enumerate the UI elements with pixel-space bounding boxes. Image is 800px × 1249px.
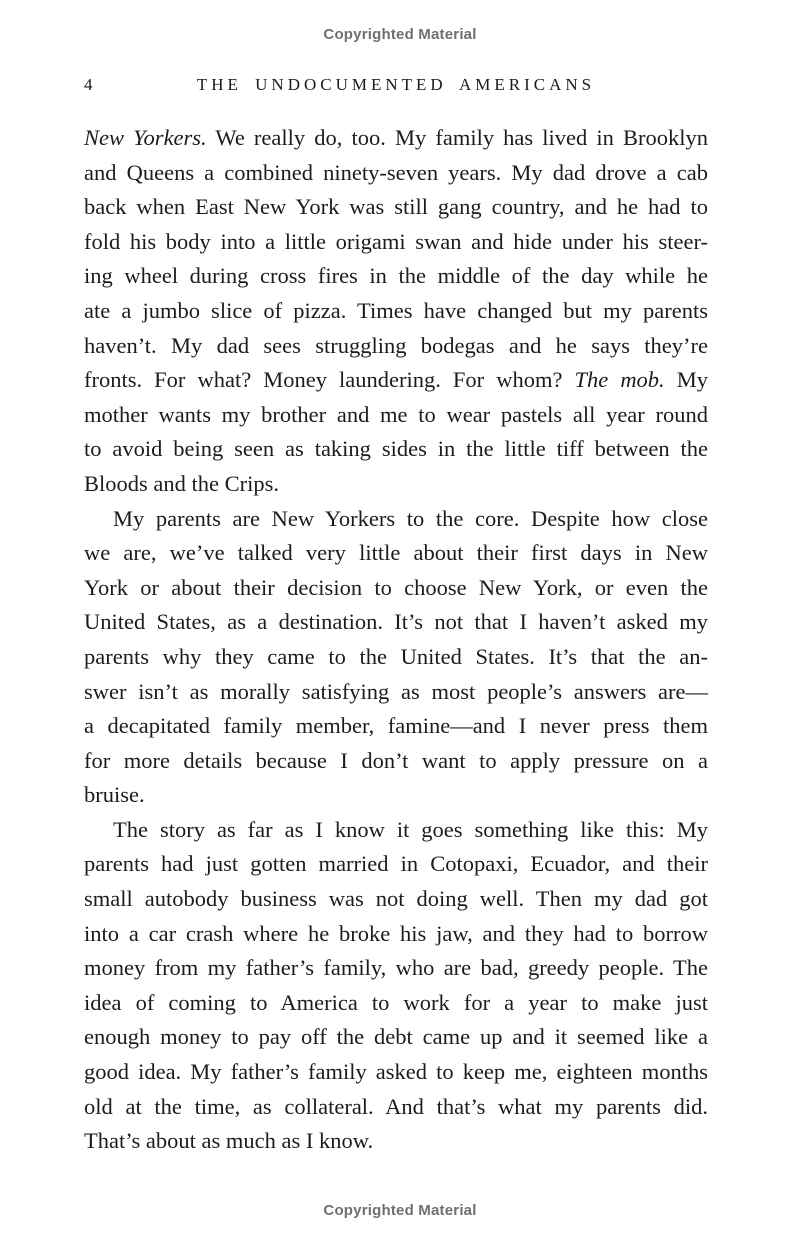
italic-text: The mob.: [574, 367, 665, 393]
italic-text: New Yorkers.: [84, 125, 207, 150]
text-line: [84, 744, 708, 779]
body-text-segment: good idea. My father’s family asked to keep me, eighteen months: [84, 1059, 708, 1085]
text-line: [84, 432, 708, 467]
body-text-segment: fronts. For what? Money laundering. For whom?: [84, 367, 575, 393]
text-line: [84, 640, 708, 675]
running-head: THE UNDOCUMENTED AMERICANS: [196, 75, 596, 94]
body-text-segment: My: [664, 367, 708, 393]
body-text-segment: we are, we’ve talked very little about their first days in New: [84, 540, 708, 566]
text-line: [84, 778, 708, 813]
text-line: [84, 1020, 708, 1055]
body-text-segment: fold his body into a little origami swan and hide under his steer-: [84, 228, 708, 254]
body-text-segment: The story as far as I know it goes something like this: My: [113, 816, 708, 842]
copyright-notice-top: Copyrighted Material: [323, 26, 477, 43]
body-text-segment: ing wheel during cross fires in the middle of the day while he: [84, 263, 708, 289]
body-text-segment: money from my father’s family, who are bad, greedy people. The: [84, 955, 708, 981]
text-line: [84, 882, 708, 917]
body-text-segment: bruise.: [84, 782, 145, 808]
body-text-segment: Bloods and the Crips.: [84, 470, 279, 496]
body-text-segment: for more details because I don’t want to apply pressure on a: [84, 747, 708, 773]
body-text-segment: and Queens a combined ninety-seven years. My dad drove a cab: [84, 159, 708, 185]
text-line: [84, 951, 708, 986]
body-text-segment: That’s about as much as I know.: [84, 1128, 374, 1154]
text-line: [84, 813, 708, 848]
body-text-segment: old at the time, as collateral. And that’s what my parents did.: [84, 1093, 708, 1119]
text-line: [84, 986, 708, 1021]
text-line: [84, 675, 708, 710]
body-text-segment: into a car crash where he broke his jaw, and they had to borrow: [84, 920, 708, 946]
paragraph: [84, 813, 708, 1159]
text-line: [84, 363, 708, 398]
body-text-segment: back when East New York was still gang country, and he had to: [84, 194, 708, 220]
body-text-segment: My parents are New Yorkers to the core. Despite how close: [113, 505, 708, 531]
body-text-segment: enough money to pay off the debt came up and it seemed like a: [84, 1024, 708, 1050]
body-text-segment: United States, as a destination. It’s not that I haven’t asked my: [84, 609, 708, 635]
text-line: [84, 121, 708, 156]
text-line: [84, 605, 708, 640]
body-text: [84, 121, 708, 1159]
paragraph: [84, 121, 708, 502]
text-line: [84, 571, 708, 606]
text-line: [84, 502, 708, 537]
body-text-segment: swer isn’t as morally satisfying as most people’s answers are—: [84, 678, 708, 704]
text-line: [84, 294, 708, 329]
page-number: 4: [84, 75, 93, 94]
body-text-segment: parents had just gotten married in Cotopaxi, Ecuador, and their: [84, 851, 708, 877]
body-text-segment: parents why they came to the United States. It’s that the an-: [84, 643, 708, 669]
text-line: [84, 536, 708, 571]
text-line: [84, 1090, 708, 1125]
text-line: [84, 847, 708, 882]
copyright-notice-bottom: Copyrighted Material: [323, 1202, 477, 1219]
text-line: [84, 156, 708, 191]
body-text-segment: mother wants my brother and me to wear pastels all year round: [84, 401, 708, 427]
page-header: [84, 75, 708, 95]
body-text-segment: ate a jumbo slice of pizza. Times have changed but my parents: [84, 297, 708, 323]
paragraph: [84, 502, 708, 813]
text-line: [84, 467, 708, 502]
text-line: [84, 259, 708, 294]
body-text-segment: York or about their decision to choose New York, or even the: [84, 574, 708, 600]
text-line: [84, 329, 708, 364]
body-text-segment: small autobody business was not doing well. Then my dad got: [84, 886, 708, 912]
text-line: [84, 1124, 708, 1159]
text-line: [84, 190, 708, 225]
text-line: [84, 398, 708, 433]
body-text-segment: a decapitated family member, famine—and I never press them: [84, 713, 708, 739]
text-line: [84, 917, 708, 952]
body-text-segment: haven’t. My dad sees struggling bodegas and he says they’re: [84, 332, 708, 358]
text-line: [84, 225, 708, 260]
body-text-segment: idea of coming to America to work for a year to make just: [84, 989, 708, 1015]
text-line: [84, 709, 708, 744]
body-text-segment: We really do, too. My family has lived in Brooklyn: [206, 125, 708, 150]
body-text-segment: to avoid being seen as taking sides in the little tiff between the: [84, 436, 708, 462]
text-line: [84, 1055, 708, 1090]
